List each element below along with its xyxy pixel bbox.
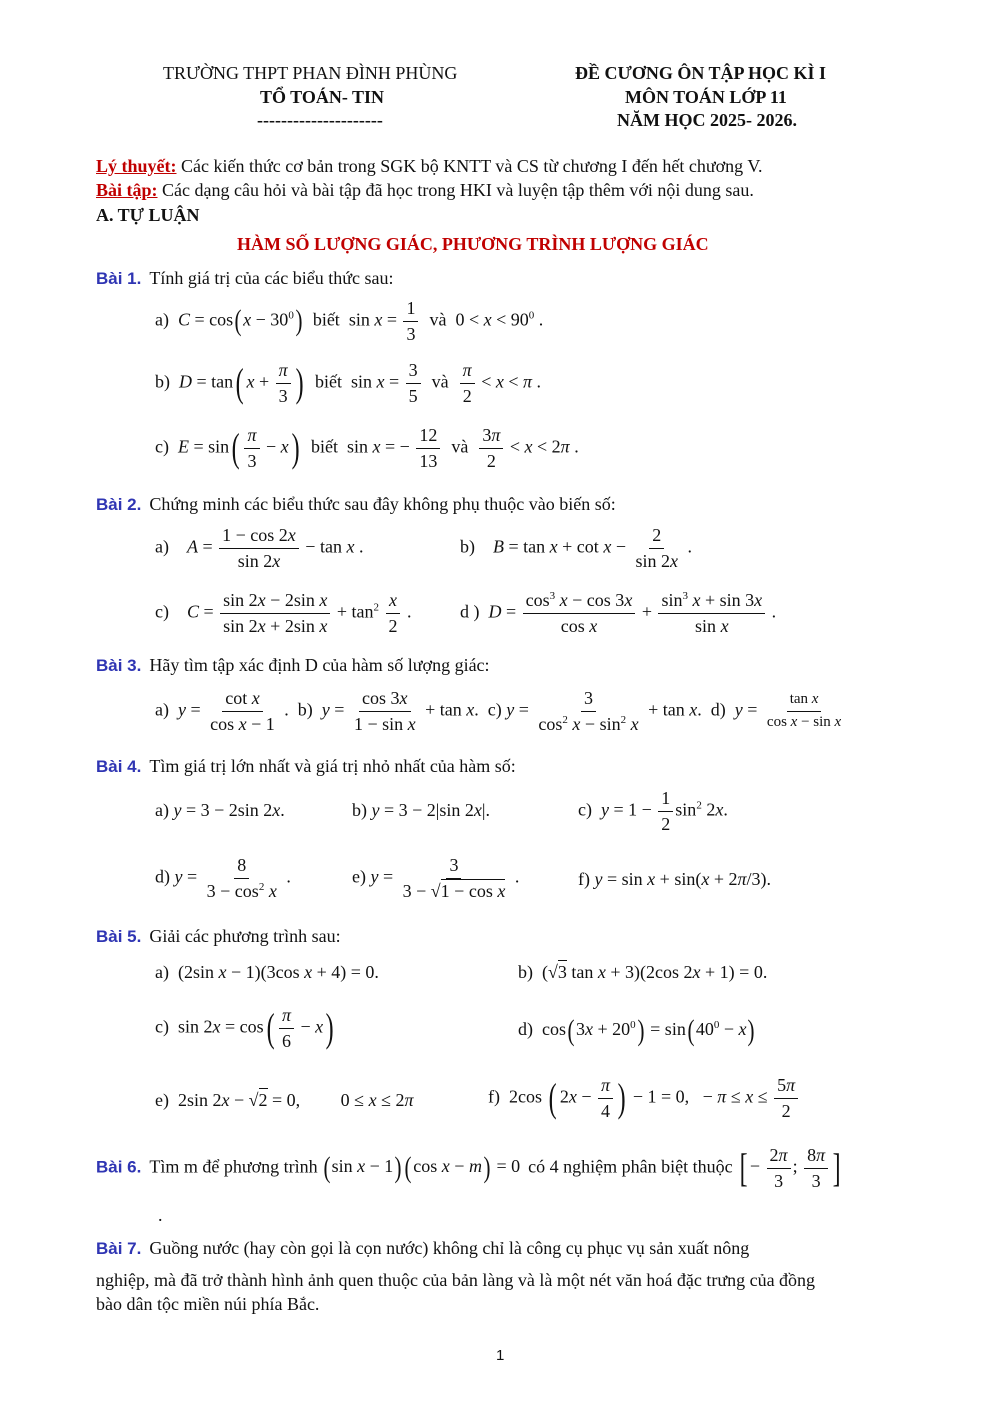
bai1-label: Bài 1.: [96, 269, 142, 288]
bai3-text: Hãy tìm tập xác định D của hàm số lượng giác:: [149, 655, 490, 675]
bai6-text-before: Tìm m để phương trình: [149, 1156, 318, 1177]
bai6-equation: (sin x − 1) (cos x − m) = 0: [323, 1151, 521, 1185]
bai4-e: e) y = $\frac{3}{\text{3 − √1 − cos x}}$ .: [352, 855, 520, 901]
bai7-text-line2: nghiệp, mà đã trở thành hình ảnh quen thuộc của bản làng và là một nét văn hoá đặc trưng của đồng: [96, 1270, 816, 1290]
bai1-text: Tính giá trị của các biểu thức sau:: [149, 268, 394, 288]
document-title: ĐỀ CƯƠNG ÔN TẬP HỌC KÌ I: [575, 63, 827, 83]
bai2-label: Bài 2.: [96, 495, 142, 514]
bai6-text-after: có 4 nghiệm phân biệt thuộc: [528, 1156, 733, 1177]
theory-text: Các kiến thức cơ bản trong SGK bộ KNTT và CS từ chương I đến hết chương V.: [176, 156, 763, 176]
exercise-label: Bài tập:: [96, 180, 158, 200]
bai6-period: .: [158, 1205, 163, 1225]
bai5-a: a) (2sin x − 1)(3cos x + 4) = 0.: [155, 962, 379, 982]
bai2-text: Chứng minh các biểu thức sau đây không phụ thuộc vào biến số:: [149, 494, 616, 514]
header-divider: ---------------------: [257, 110, 383, 130]
bai4-c: c) y = 1 − $\frac{1}{2}$ $\sin^2 2x$.: [578, 788, 728, 834]
section-a-heading: A. TỰ LUẬN: [96, 205, 200, 225]
school-name: TRƯỜNG THPT PHAN ĐÌNH PHÙNG: [163, 63, 458, 83]
bai2-c: c) C = $\frac{\text{sin 2x − 2sin x}}{\text{sin 2x + 2sin x}}$ + $\tan^2$ $\frac{x}{2}$ .: [155, 590, 412, 636]
bai6-label: Bài 6.: [96, 1157, 142, 1177]
bai6-interval: [ − $\frac{2\pi}{3}$ ; $\frac{8\pi}{3}$ ]: [739, 1145, 841, 1191]
bai7-text-line3: bào dân tộc miền núi phía Bắc.: [96, 1294, 320, 1314]
bai3-heading: [96, 655, 490, 676]
topic-title: HÀM SỐ LƯỢNG GIÁC, PHƯƠNG TRÌNH LƯỢNG GIÁC: [237, 234, 709, 254]
bai5-e: e) 2sin 2x − √2 = 0, 0 ≤ x ≤ 2π: [155, 1090, 414, 1110]
bai5-label: Bài 5.: [96, 927, 142, 946]
bai5-c: c) sin 2x = cos( $\frac{\pi}{6}$ − x): [155, 1005, 334, 1051]
bai2-heading: [96, 494, 616, 515]
theory-label: Lý thuyết:: [96, 156, 177, 176]
bai4-b: b) y = 3 − 2|sin 2x|.: [352, 800, 491, 820]
exercise-line: [96, 180, 754, 201]
bai5-f: f) 2cos ( 2x − $\frac{\pi}{4}$ ) − 1 = 0, − π ≤ x ≤ $\frac{5\pi}{2}$: [488, 1075, 800, 1121]
bai1-a: a) $C = \cos(x - 30^0)$ biết sin x = $\frac{1}{3}$ và $0 < x < 90^0$ .: [155, 298, 544, 344]
bai4-d: d) y = $\frac{8}{3 - \cos^2 x}$ .: [155, 855, 291, 901]
bai5-heading: [96, 926, 341, 947]
bai2-a: a) A = $\frac{1 - \cos 2x}{\sin 2x}$ − tan x .: [155, 525, 364, 571]
bai2-d: d ) D = $\frac{\cos^3 x - \cos 3x}{\text{cos x}}$ + $\frac{\sin^3 x + \sin 3x}{\text{sin x}}$ .: [460, 590, 777, 636]
bai5-b: b) (√3 tan x + 3)(2cos 2x + 1) = 0.: [518, 962, 768, 982]
subject-line: MÔN TOÁN LỚP 11: [625, 87, 787, 107]
bai4-text: Tìm giá trị lớn nhất và giá trị nhỏ nhất của hàm số:: [149, 756, 516, 776]
bai3-label: Bài 3.: [96, 656, 142, 675]
theory-line: [96, 156, 763, 177]
bai7-label: Bài 7.: [96, 1239, 142, 1258]
department: TỔ TOÁN- TIN: [260, 87, 385, 107]
bai7-line1: [96, 1238, 749, 1259]
page-number: 1: [496, 1347, 505, 1364]
exercise-text: Các dạng câu hỏi và bài tập đã học trong HKI và luyện tập thêm với nội dung sau.: [157, 180, 754, 200]
school-year: NĂM HỌC 2025- 2026.: [617, 110, 797, 130]
bai4-a: a) y = 3 − 2sin 2x.: [155, 800, 285, 820]
bai5-text: Giải các phương trình sau:: [149, 926, 341, 946]
bai6-line: [96, 1145, 843, 1191]
bai1-b: b) D = tan( x + $\frac{\pi}{3}$ ) biết sin x = $\frac{3}{5}$ và $\frac{\pi}{2}$ < x < π .: [155, 360, 542, 406]
bai4-f: f) y = sin x + sin(x + 2π/3).: [578, 869, 772, 889]
bai4-heading: [96, 756, 516, 777]
bai1-c: c) E = sin( $\frac{\pi}{3}$ − x) biết sin x = − $\frac{12}{13}$ và $\frac{3\pi}{2}$ < x < 2π .: [155, 425, 579, 471]
bai5-d: d) $\cos(3x + 20^0) = \sin(40^0 - x)$: [518, 1014, 755, 1047]
bai2-b: b) B = tan x + cot x − $\frac{2}{\sin 2x}$ .: [460, 525, 692, 571]
bai3-items: a) y = $\frac{\text{cot x}}{\text{cos x − 1}}$ . b) y = $\frac{\cos 3x}{\text{1 − sin x}}$ + tan x. c) y = $\frac{3}{\cos^2 x - \sin^2 x}$ + tan x. d) y = $\frac{\text{tan x}}{\text{cos x − sin x}}$: [155, 688, 842, 734]
bai1-heading: [96, 268, 394, 289]
bai4-label: Bài 4.: [96, 757, 142, 776]
bai7-text-line1: Guồng nước (hay còn gọi là cọn nước) không chỉ là công cụ phục vụ sản xuất nông: [149, 1238, 750, 1258]
